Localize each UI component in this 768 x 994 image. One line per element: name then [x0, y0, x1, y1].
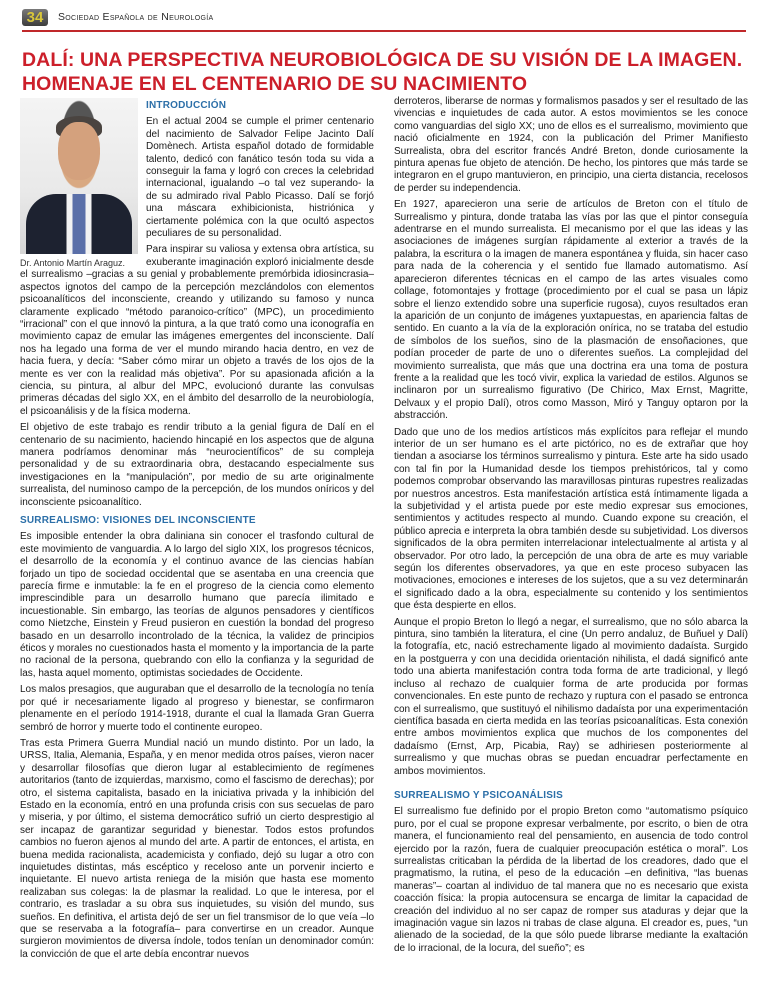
header-rule: [22, 30, 746, 32]
surrealism-paragraph-7: Aunque el propio Breton lo llegó a negar, el surrealismo, que no sólo abarca la pintura, sino también la literatura, el cine (Un perro andaluz, de Buñuel y Dalí) la fotografía, etc, nació estrechamente ligado al movimiento dadaísta. Surgido en la postguerra y con una decidida orientación nihilista, el dadá significó ante todo una abierta manifestación contra toda forma de arte tradicional, y llegó incluso al rechazo de cualquier forma de arte producida por formas convencionales. En este punto de rechazo y ruptura con el pasado se entronca con el surrealismo, que sustituyó el nihilismo dadaísta por una experimentación científica basada en cierta medida en las teorías psicoanalíticas. Esta conexión entre ambos movimientos explica que muchos de los componentes del dadaísmo (Ernst, Arp, Picabia, Ray) se adhiriesen posteriormente al surrealismo y que muchas obras se puedan encuadrar perfectamente en ambos movimientos.: [394, 616, 748, 777]
psychoanalysis-heading: SURREALISMO Y PSICOANÁLISIS: [394, 789, 563, 801]
surrealism-heading: SURREALISMO: VISIONES DEL INCONSCIENTE: [20, 515, 256, 526]
left-column: [20, 96, 374, 965]
psychoanalysis-paragraph-1: El surrealismo fue definido por el propio Breton como “automatismo psíquico puro, por el cual se propone expresar verbalmente, por escrito, o bien de otra manera, el funcionamiento real del pensamiento, en ausencia de todo control ejercido por la razón, fuera de cualquier preocupación estética o moral”. Los surrealistas criticaban la pérdida de la libertad de los creadores, dado que el pragmatismo, la rutina, el peso de la educación –en definitiva, “las buenas maneras”– coartan al individuo de tal manera que no es necesario que exista coacción física: la propia autocensura se encarga de limitar la capacidad de creación del individuo al no ser capaz de romper sus ataduras y dejar que la imaginación vague sin lazos ni trabas de clase alguna. El creador es, pues, “un alienado de la sociedad, de la que sólo puede librarse mediante la exaltación de lo irracional, de la locura, del sueño”; es: [394, 806, 748, 954]
author-photo: [20, 98, 138, 254]
photo-caption: Dr. Antonio Martín Araguz.: [20, 258, 126, 268]
right-column: [394, 96, 748, 959]
running-head: Sociedad Española de Neurología: [58, 11, 214, 23]
surrealism-paragraph-3: Tras esta Primera Guerra Mundial nació un mundo distinto. Por un lado, la URSS, Italia, Alemania, España, y en menor medida otros países, vieron nacer y desarrollar filosofías que dieron lugar al establecimiento de regímenes autoritarios (tanto de izquierdas, marxismo, como el fascismo de derechas); por otro, el sistema capitalista, basado en la iniciativa privada y la inhibición del Estado en la economía, entró en una profunda crisis con sus secuelas de paro y miseria, y por último, el sistema democrático sufrió un cierto desprestigio al ser incapaz de garantizar seguridad y bienestar. Todos estos profundos cambios no fueron ajenos al mundo del arte. A partir de entonces, el artista, en buena medida racionalista, academicista y confiado, dejó su lugar a otro con inquietudes distintas, más escéptico y receloso ante un porvenir incierto e inquietante. El nuevo artista reniega de la misión que hasta ese momento realizaban sus colegas: la de plasmar la realidad. Lo que le interesa, por el contrario, es trasladar a su obra sus inquietudes, su visión del mundo, sus sueños. En definitiva, el artista dejó de ser un fiel transmisor de lo que veía –lo que se reservaba a la fotografía– para convertirse en un creador. Aunque surgieron movimientos de diversa índole, todos tenían un denominador común: la convicción de que el arte debía encontrar nuevos: [20, 737, 374, 960]
page-number: 34: [22, 9, 48, 26]
intro-paragraph-2: Para inspirar su valiosa y extensa obra artística, su exuberante imaginación exploró inicialmente desde el surrealismo –gracias a su genial y probablemente premórbida idiosincrasia– aspectos ignotos del campo de la percepción mezclándolos con elementos psicoanalíticos del inconsciente, creando y utilizando su famoso y nunca claramente explicado “método paranoico-crítico” (MPC), un procedimiento “irracional” con el que innovó la pintura, a la que trató como una iconografía en movimiento capaz de emular las imágenes emergentes del inconsciente. Dalí nos ha legado una forma de ver el mundo mirando hacia dentro, en vez de hacia fuera, y decía: “Saber cómo mirar un objeto a través de los ojos de la mente es ver con la realidad más objetiva”. Por su apasionada afición a la ciencia, su pintura, al albur del MPC, evolucionó durante las convulsas primeras décadas del siglo XX, en el ámbito del desarrollo de la neurobiología, el psicoanálisis y de la física moderna.: [20, 244, 374, 417]
surrealism-paragraph-4: derroteros, liberarse de normas y formalismos pasados y ser el resultado de las vivencias e inquietudes de cada autor. A estos movimientos se les conoce como vanguardias del siglo XX; uno de ellos es el surrealismo, movimiento que nació oficialmente en 1924, con la publicación del Primer Manifiesto Surrealista, obra del escritor francés André Breton, donde curiosamente la pintura apenas fue objeto de atención. De hecho, los pintores que más tarde se integraron en el grupo mantuvieron, en principio, una cierta distancia, recelosos de perder su independencia.: [394, 96, 748, 194]
surrealism-paragraph-6: Dado que uno de los medios artísticos más explícitos para reflejar el mundo interior de un ser humano es el arte pictórico, no es de extrañar que hoy tiendan a asociarse los términos surrealismo y pintura. Este arte ha sido usado con tal fin por la Humanidad desde los tiempos prehistóricos, tal y como podemos comprobar observando las maravillosas pinturas rupestres realizadas por nuestros ancestros. Esta manifestación artística está íntimamente ligada a la subjetividad y el artista puede por este medio expresar sus emociones, sentimientos y actitudes respecto al mundo. Cuando expone su creación, el público aprecia e interpreta la obra también desde su subjetividad. Los diversos significados de la obra permiten interrelacionar intelectualmente al artista y al observador. Por otro lado, la percepción de una obra de arte es muy variable según los diferentes observadores, ya que en este proceso subyacen las motivaciones, emociones e intereses de los sujetos, que a su vez determinarán el significado dado a la obra, especialmente su contenido y los sentimientos que ésta despierte en ellos.: [394, 426, 748, 612]
intro-heading: INTRODUCCIÓN: [146, 100, 227, 111]
intro-paragraph-1: En el actual 2004 se cumple el primer centenario del nacimiento de Salvador Felipe Jacinto Dalí Domènech. Artista español dotado de formidable talento, dedicó con fanático tesón toda su vida a conseguir la fama y logró con creces la celebridad internacional, igualando –o tal vez superando- la de su admirado rival Pablo Picasso. Dalí se forjó una máscara exhibicionista, histriónica y ciertamente polémica con la que ocultó aspectos peculiares de su personalidad.: [146, 116, 374, 240]
surrealism-paragraph-2: Los malos presagios, que auguraban que el desarrollo de la tecnología no tenía por qué ir necesariamente ligado al progreso y bienestar, se confirmaron plenamente en el período 1914-1918, durante el cual la llamada Gran Guerra sembró de horror y muerte todo el continente europeo.: [20, 684, 374, 733]
intro-paragraph-3: El objetivo de este trabajo es rendir tributo a la genial figura de Dalí en el centenario de su nacimiento, haciendo hincapié en los aspectos que de alguna manera podríamos denominar más “neurocientíficos” de su compleja personalidad y de su extraordinaria obra, destacando especialmente sus investigaciones en la “manipulación”, por medio de su arte originalmente surrealista, del numinoso campo de la percepción, de los mundos oníricos y del inconsciente psicoanalítico.: [20, 422, 374, 508]
surrealism-paragraph-5: En 1927, aparecieron una serie de artículos de Breton con el título de Surrealismo y pintura, donde trataba las vías por las que el pintor conseguía adentrarse en el mundo surrealista. El mecanismo por el que las ideas y las asociaciones de imágenes surgían rápidamente al exterior a través de la palabra, la escritura o la imagen de manera espontánea y fluida, sin hacer caso para nada de la coherencia y el sentido fue llamado automatismo. Así aparecieron diferentes técnicas en el campo de las artes visuales como collage, fotomontajes y frottage (procedimiento por el cual se pasa un lápiz sobre el lienzo extendido sobre una superficie rugosa), cuyos resultados eran la aparición de un conjunto de imágenes yuxtapuestas, en apariencia faltas de sentido. En cuanto a la vía de la exploración onírica, no se trataba del estudio de símbolos de los sueños, sino de la plasmación de ensoñaciones, que podían proceder de parte de uno o diferentes sueños. La complejidad del movimiento surrealista, que más que una doctrina era una toma de postura frente a la realidad que les tocó vivir, explica la variedad de estilos. Algunos se inclinaron por un surrealismo figurativo (De Chirico, Max Ernst, Magritte, Delvaux y el propio Dalí), otros como Masson, Miró y Tanguy optaron por la abstracción.: [394, 199, 748, 422]
surrealism-paragraph-1: Es imposible entender la obra daliniana sin conocer el trasfondo cultural de este movimiento de vanguardia. A lo largo del siglo XIX, los progresos técnicos, el desarrollo de la economía y el continuo avance de las ciencias habían forjado un tipo de sociedad occidental que se asentaba en una creencia que parecía firme e inmutable: la fe en el progreso de la ciencia como elemento imprescindible para un desarrollo humano que parecía ilimitado e incuestionable. Sin embargo, las teorías de algunos pensadores y científicos como Nietzche, Einstein y Freud pusieron en cuestión la bondad del progreso basado en un desarrollo incontrolado de la técnica, la validez de principios éticos y morales no cuestionados hasta el momento y la importancia de la parte no racional de la persona, quebrando con ello la confianza y la seguridad de las, hasta aquel momento, optimistas sociedades de Occidente.: [20, 531, 374, 679]
article-title: DALÍ: UNA PERSPECTIVA NEUROBIOLÓGICA DE SU VISIÓN DE LA IMAGEN. HOMENAJE EN EL CENTENARIO DE SU NACIMIENTO: [22, 49, 743, 95]
